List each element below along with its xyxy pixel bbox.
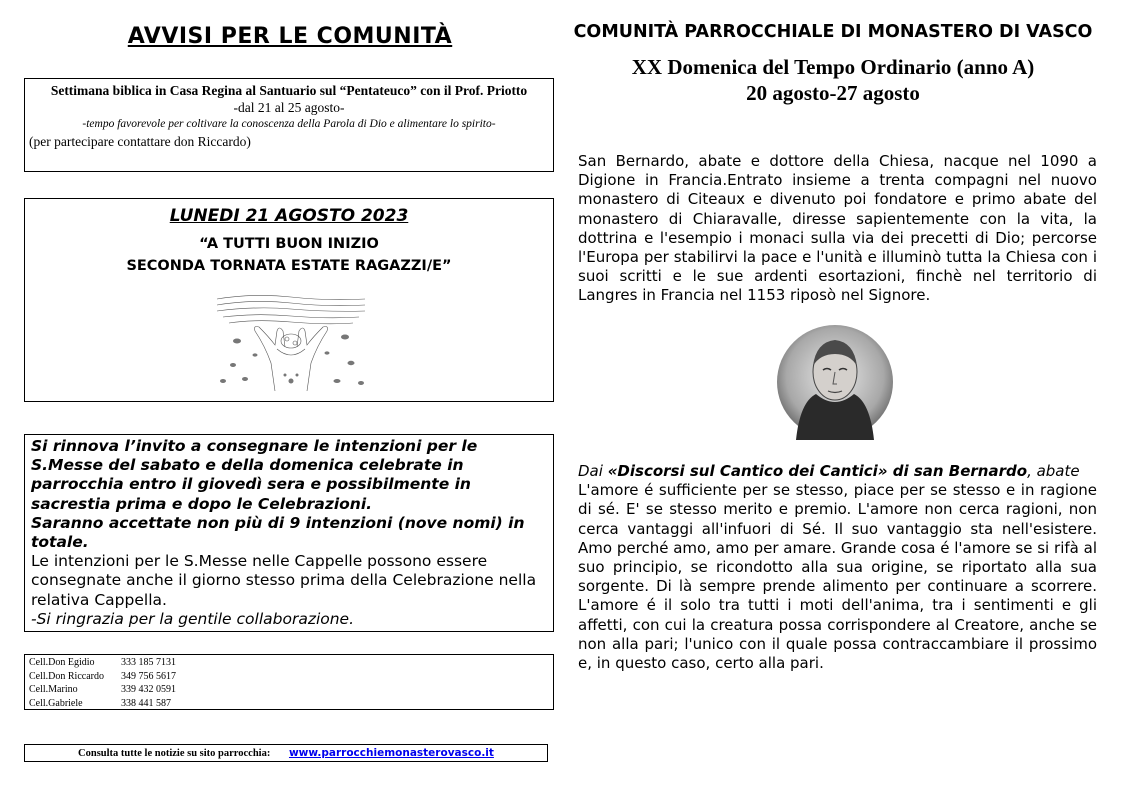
contact-name: Cell.Don Riccardo [29,670,104,682]
intentions-limit: Saranno accettate non più di 9 intenzioni (nove nomi) in totale. [31,513,525,552]
intentions-box [24,434,554,632]
reading-source [578,462,1080,480]
liturgy-subtitle [568,54,1098,106]
event-line-1: “A TUTTI BUON INIZIO [199,236,379,252]
reading-section [578,462,1097,673]
contact-phone: 333 185 7131 [121,657,176,668]
hands-shells-illustration [215,291,367,393]
reading-source-title: «Discorsi sul Cantico dei Cantici» di san Bernardo [607,462,1028,480]
right-title: COMUNITÀ PARROCCHIALE DI MONASTERO DI VASCO [573,22,1093,42]
bible-week-contact: (per partecipare contattare don Riccardo) [29,134,251,149]
intentions-chapels: Le intenzioni per le S.Messe nelle Cappelle possono essere consegnate anche il giorno stesso prima della Celebrazione nella relativa Cappella. [31,552,537,609]
contact-name: Cell.Marino [29,684,78,695]
contact-row [29,683,549,697]
contacts-box [24,654,554,710]
contact-phone: 349 756 5617 [121,670,176,682]
contact-phone: 338 441 587 [121,697,171,709]
website-box [24,744,548,762]
contact-name: Cell.Don Egidio [29,657,95,668]
reading-source-prefix: Dai [578,462,608,480]
contact-row [29,656,549,670]
bible-week-heading: Settimana biblica in Casa Regina al Santuario sul “Pentateuco” con il Prof. Priotto [50,83,528,98]
contact-row [29,697,549,711]
sunday-title: XX Domenica del Tempo Ordinario (anno A) [631,55,1035,79]
website-link[interactable]: www.parrocchiemonasterovasco.it [288,747,494,759]
reading-source-suffix: , abate [1027,462,1080,480]
week-dates: 20 agosto-27 agosto [746,81,920,105]
contact-name: Cell.Gabriele [29,697,83,709]
reading-text: L'amore é sufficiente per se stesso, piace per se stesso e in ragione di sé. E' se stesso merito e premio. L'amore non cerca ragioni, non cerca vantaggi all'infuori di Sé. Il suo vantaggio sta nell'esistere. Amo perché amo, amo per amare. Grande cosa é l'amore se si rifà al suo principio, se ricondotto alla sua origine, se riportato alla sua sorgente. Di là sempre prende alimento per continuare a scorrere. L'amore é il solo tra tutti i moti dell'anima, tra i sentimenti e gli affetti, con cui la creatura possa corrispondere al Creatore, anche se non alla pari; l'unico con il quale possa contraccambiare il prossimo e, in questo caso, certo alla pari. [578,481,1097,673]
bible-week-dates: -dal 21 al 25 agosto- [233,100,345,115]
bible-week-note: -tempo favorevole per coltivare la conoscenza della Parola di Dio e alimentare lo spirito- [82,118,496,130]
intentions-thanks: -Si ringrazia per la gentile collaborazione. [31,609,355,628]
contact-row [29,670,549,684]
contact-phone: 339 432 0591 [121,684,176,695]
bible-week-box [24,78,554,172]
event-line-2: SECONDA TORNATA ESTATE RAGAZZI/E” [126,258,452,274]
saint-biography: San Bernardo, abate e dottore della Chiesa, nacque nel 1090 a Digione in Francia.Entrato insieme a trenta compagni nel nuovo monastero di Citeaux e divenuto poi fondatore e primo abate del monastero di Chiaravalle, diresse sapientemente con la vita, la dottrina e l'esempio i monaci sulla via dei precetti di Dio; percorse l'Europa per stabilirvi la pace e l'unità e illuminò tutta la Chiesa con i suoi scritti e le sue ardenti esortazioni, finchè nel territorio di Langres in Francia nel 1153 riposò nel Signore. [578,152,1097,305]
saint-portrait [776,324,894,440]
website-label: Consulta tutte le notizie su sito parrocchia: [78,748,271,759]
left-title: AVVISI PER LE COMUNITÀ [127,24,453,49]
intentions-invite: Si rinnova l’invito a consegnare le intenzioni per le S.Messe del sabato e della domenica celebrate in parrocchia entro il giovedì sera e possibilmente in sacrestia prima e dopo le Celebrazioni. [31,437,478,513]
event-box [24,198,554,402]
event-date: LUNEDI 21 AGOSTO 2023 [169,206,409,226]
